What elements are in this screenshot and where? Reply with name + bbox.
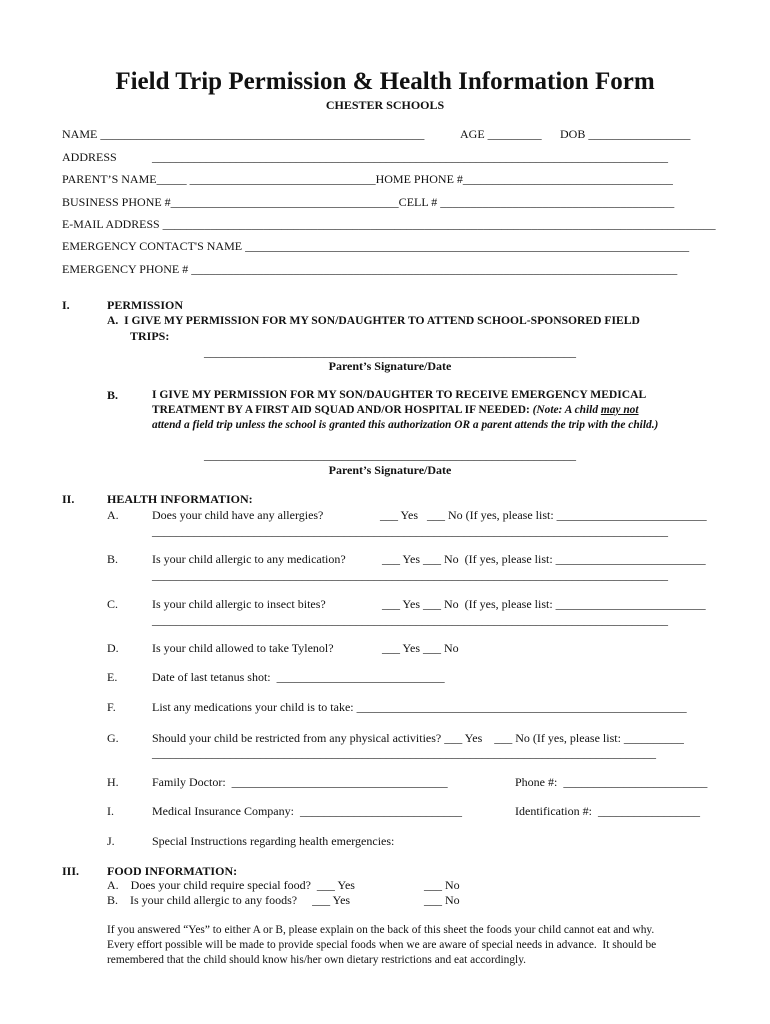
permission-a-text-2: TRIPS: [130,329,170,343]
special-food-question[interactable]: A. Does your child require special food? ___ Yes [107,878,355,892]
email-field[interactable]: E-MAIL ADDRESS _____________________________________________________________________________________________ [62,217,716,231]
food-paragraph-line-2: Every effort possible will be made to provide special foods when we are aware of special needs in advance. It should be [107,939,657,951]
tylenol-yes-no[interactable]: ___ Yes ___ No [382,641,459,655]
medications-field[interactable]: List any medications your child is to take: _______________________________________________________ [152,700,687,714]
food-allergy-no[interactable]: ___ No [424,893,460,907]
section-2-heading: HEALTH INFORMATION: [107,492,253,506]
allergies-line[interactable]: ______________________________________________________________________________________ [152,524,668,538]
medication-yes-no[interactable]: ___ Yes ___ No (If yes, please list: _________________________ [382,552,706,566]
food-paragraph-line-3: remembered that the child should know his/her own dietary restrictions and eat accordingly. [107,954,527,966]
age-field[interactable]: AGE _________ [460,127,542,141]
item-j-letter: J. [107,834,115,848]
family-doctor-field[interactable]: Family Doctor: ____________________________________ [152,775,448,789]
item-i-letter: I. [107,804,114,818]
identification-field[interactable]: Identification #: _________________ [515,804,700,818]
section-3-numeral: III. [62,864,80,878]
special-instructions-label: Special Instructions regarding health emergencies: [152,834,395,848]
item-b-letter: B. [107,552,119,566]
name-field[interactable]: NAME ______________________________________________________ [62,127,425,141]
note-text: (Note: A child [532,404,599,416]
signature-line-b[interactable]: ______________________________________________________________ [204,448,576,462]
item-c-letter: C. [107,597,119,611]
item-g-letter: G. [107,731,119,745]
permission-b-letter: B. [107,388,119,402]
item-e-letter: E. [107,670,118,684]
business-and-cell-phone[interactable]: BUSINESS PHONE #______________________________________CELL # _______________________________________ [62,195,675,209]
insect-line[interactable]: ______________________________________________________________________________________ [152,613,668,627]
item-h-letter: H. [107,775,119,789]
address-label: ADDRESS [62,150,117,164]
restrictions-question[interactable]: Should your child be restricted from any physical activities? ___ Yes ___ No (If yes, please list: __________ [152,731,684,745]
parent-name-and-home-phone[interactable]: PARENT’S NAME_____ _______________________________HOME PHONE #___________________________________ [62,172,673,186]
section-3-heading: FOOD INFORMATION: [107,864,238,878]
emergency-phone-field[interactable]: EMERGENCY PHONE # _________________________________________________________________________________ [62,262,678,276]
permission-a-text: A. I GIVE MY PERMISSION FOR MY SON/DAUGHTER TO ATTEND SCHOOL-SPONSORED FIELD [107,314,640,327]
food-paragraph-line-1: If you answered “Yes” to either A or B, please explain on the back of this sheet the foods your child cannot eat and why. [107,924,655,936]
dob-field[interactable]: DOB _________________ [560,127,691,141]
form-title: Field Trip Permission & Health Information Form [115,68,655,95]
note-emphasis: may not [600,404,639,416]
special-food-no[interactable]: ___ No [424,878,460,892]
school-name: CHESTER SCHOOLS [325,98,445,112]
permission-b-note: attend a field trip unless the school is granted this authorization OR a parent attends the trip with the child.) [152,419,659,431]
item-a-letter: A. [107,508,119,522]
medication-question: Is your child allergic to any medication? [152,552,346,566]
section-1-heading: PERMISSION [107,298,184,312]
permission-b-text: I GIVE MY PERMISSION FOR MY SON/DAUGHTER TO RECEIVE EMERGENCY MEDICAL [152,388,647,401]
signature-line-a[interactable]: ______________________________________________________________ [204,345,576,359]
insect-yes-no[interactable]: ___ Yes ___ No (If yes, please list: _________________________ [382,597,706,611]
medication-line[interactable]: ______________________________________________________________________________________ [152,568,668,582]
address-field[interactable]: ______________________________________________________________________________________ [152,150,668,164]
tetanus-field[interactable]: Date of last tetanus shot: ____________________________ [152,670,445,684]
insect-question: Is your child allergic to insect bites? [152,597,326,611]
allergies-yes-no[interactable]: ___ Yes ___ No (If yes, please list: _________________________ [380,508,707,522]
food-allergy-question[interactable]: B. Is your child allergic to any foods? ___ Yes [107,893,351,907]
doctor-phone-field[interactable]: Phone #: ________________________ [515,775,708,789]
restrictions-line[interactable]: ____________________________________________________________________________________ [152,746,656,760]
item-f-letter: F. [107,700,116,714]
section-2-numeral: II. [62,492,75,506]
tylenol-question: Is your child allowed to take Tylenol? [152,641,334,655]
insurance-company-field[interactable]: Medical Insurance Company: ___________________________ [152,804,462,818]
permission-b-text-2 [152,403,639,417]
emergency-contact-field[interactable]: EMERGENCY CONTACT'S NAME __________________________________________________________________________ [62,239,690,253]
item-d-letter: D. [107,641,119,655]
signature-label-b: Parent’s Signature/Date [328,463,452,477]
allergies-question: Does your child have any allergies? [152,508,324,522]
permission-b-bold: TREATMENT BY A FIRST AID SQUAD AND/OR HOSPITAL IF NEEDED: [152,404,530,416]
signature-label-a: Parent’s Signature/Date [328,359,452,373]
section-1-numeral: I. [62,298,70,312]
